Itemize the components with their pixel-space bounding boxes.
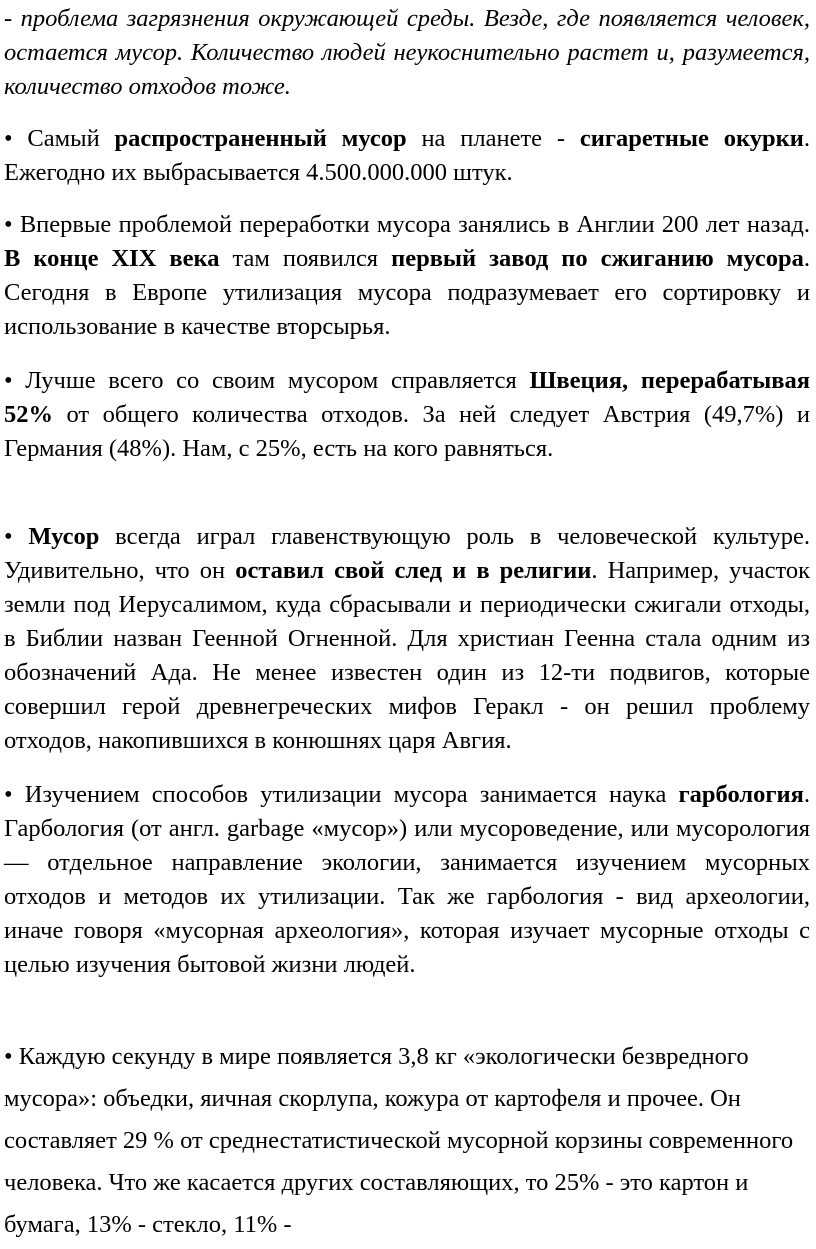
bold-run: Мусор [28,523,100,550]
paragraph-sweden-recycling [4,364,810,466]
text-run: • Изучением способов утилизации мусора занимается наука [4,781,679,808]
paragraph-pollution-intro [4,2,810,104]
text-run: от общего количества отходов. За ней следует Австрия (49,7%) и Германия (48%). Нам, с 25%, есть на кого равняться. [4,401,810,462]
text-run: . Например, участок земли под Иерусалимом, куда сбрасывали и периодически сжигали отходы, в Библии назван Геенной Огненной. Для христиан Геенна стала одним из обозначений Ада. Не менее известен один из 12-ти подвигов, которые совершил герой древнегреческих мифов Геракл - он решил проблему отходов, накопившихся в конюшнях царя Авгия. [4,557,811,754]
text-run: - проблема загрязнения окружающей среды. Везде, где появляется человек, остается мусор. Количество людей неукоснительно растет и, разумеется, количество отходов тоже. [4,5,810,100]
bold-run: гарбология [678,781,804,808]
paragraph-garbage-culture [4,520,810,758]
bold-run: оставил свой след и в религии [235,557,592,584]
bold-run: сигаретные окурки [579,125,804,152]
text-run: . Гарбология (от англ. garbage «мусор») или мусороведение, или мусорология — отдельное направление экологии, занимается изучением мусорных отходов и методов их утилизации. Так же гарбология - вид археологии, иначе говоря «мусорная археология», которая изучает мусорные отходы с целью изучения бытовой жизни людей. [4,781,810,978]
paragraph-england-history [4,208,810,344]
bold-run: распространенный мусор [114,125,407,152]
text-run: . Ежегодно их выбрасывается 4.500.000.000 штук. [4,125,810,186]
paragraph-garbology [4,778,810,982]
bold-run: В конце XIX века [4,245,220,272]
bold-run: первый завод по сжиганию мусора [391,245,804,272]
text-run: на планете - [406,125,580,152]
text-run: . Сегодня в Европе утилизация мусора подразумевает его сортировку и использование в качестве вторсырья. [4,245,810,340]
paragraph-waste-composition [4,1036,810,1246]
text-run: всегда играл главенствующую роль в человеческой культуре. Удивительно, что он [4,523,811,584]
text-run: там появился [219,245,392,272]
text-run: • [4,523,29,550]
bold-run: Швеция, перерабатывая 52% [4,367,810,428]
text-run: • Каждую секунду в мире появляется 3,8 кг «экологически безвредного мусора»: объедки, яичная скорлупа, кожура от картофеля и прочее. Он составляет 29 % от среднестатистической мусорной корзины современного человека. Что же касается других составляющих, то 25% - это картон и бумага, 13% - стекло, 11% - [4,1043,794,1238]
text-run: • Впервые проблемой переработки мусора занялись в Англии 200 лет назад. [4,211,810,238]
paragraph-cigarette-butts [4,122,810,190]
text-run: • Самый [4,125,115,152]
text-run: • Лучше всего со своим мусором справляется [4,367,530,394]
